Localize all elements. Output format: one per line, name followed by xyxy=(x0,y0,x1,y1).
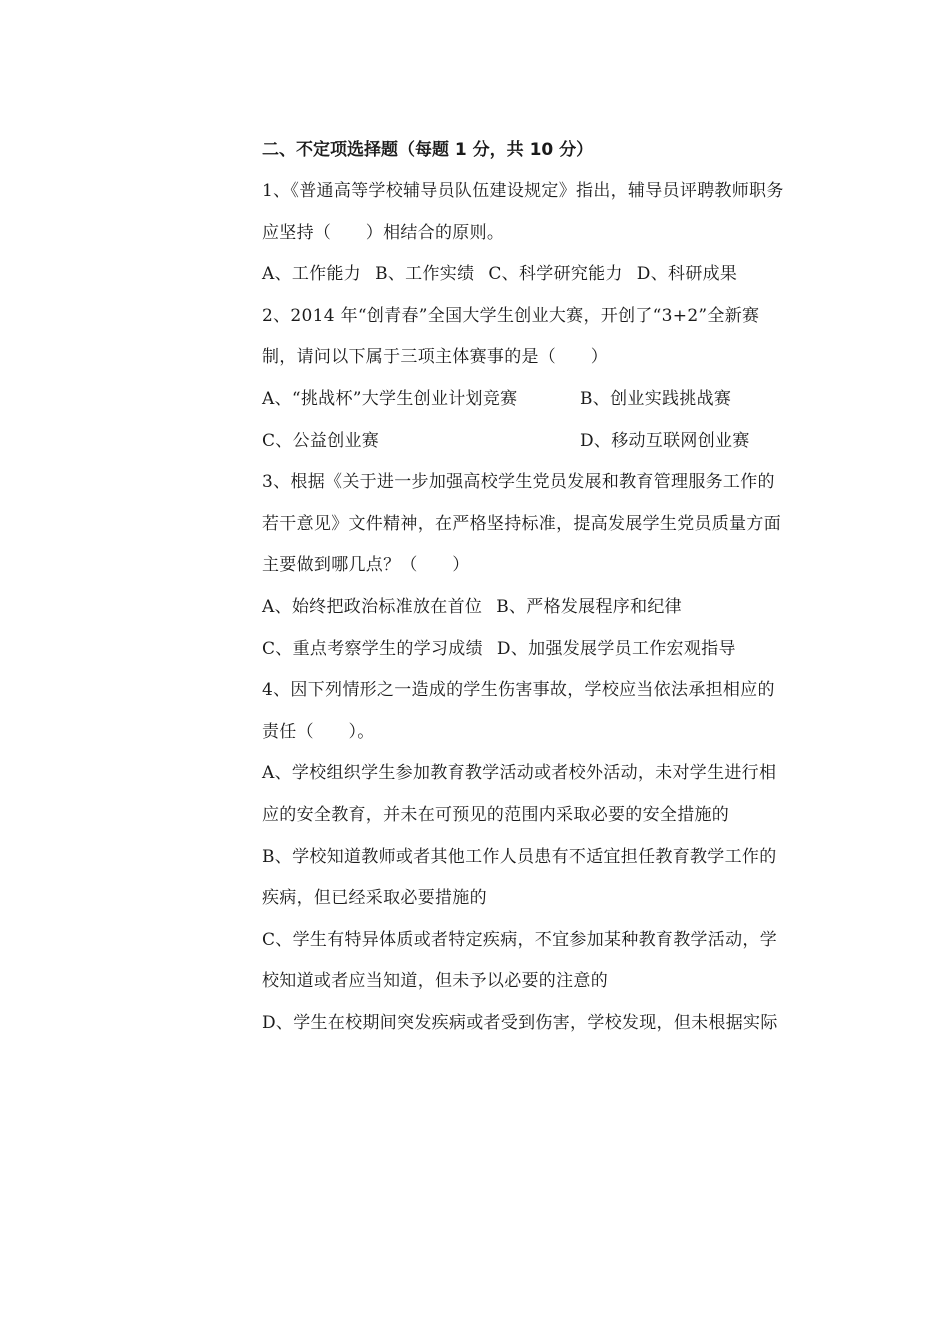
question-1-option-d: D、科研成果 xyxy=(636,264,738,285)
question-1-option-c: C、科学研究能力 xyxy=(488,264,623,285)
question-3-option-d: D、加强发展学员工作宏观指导 xyxy=(496,638,736,659)
question-2-stem-line-1: 2、2014 年“创青春”全国大学生创业大赛，开创了“3+2”全新赛 xyxy=(262,305,760,326)
question-4-stem-line-1: 4、因下列情形之一造成的学生伤害事故，学校应当依法承担相应的 xyxy=(262,680,775,701)
question-3-option-b: B、严格发展程序和纪律 xyxy=(496,596,682,617)
question-1-options xyxy=(262,254,822,296)
question-4-option-line-7: D、学生在校期间突发疾病或者受到伤害，学校发现，但未根据实际 xyxy=(262,1012,778,1033)
question-4-option-line-1: A、学校组织学生参加教育教学活动或者校外活动，未对学生进行相 xyxy=(262,763,777,784)
question-1-stem-line-2: 应坚持（ ）相结合的原则。 xyxy=(262,222,505,243)
question-3 xyxy=(262,462,822,670)
section-title: 二、不定项选择题（每题 1 分，共 10 分） xyxy=(262,140,594,160)
question-2-options-row-2 xyxy=(262,421,822,463)
question-4-stem-line-2: 责任（ ）。 xyxy=(262,721,375,742)
question-3-option-c: C、重点考察学生的学习成绩 xyxy=(262,638,483,659)
question-2 xyxy=(262,296,822,462)
question-4-option-line-5: C、学生有特异体质或者特定疾病，不宜参加某种教育教学活动，学 xyxy=(262,929,778,950)
question-4-option-line-6: 校知道或者应当知道，但未予以必要的注意的 xyxy=(262,971,608,992)
question-2-option-b: B、创业实践挑战赛 xyxy=(580,388,732,409)
question-2-option-c: C、公益创业赛 xyxy=(262,430,380,451)
question-4-option-line-4: 疾病，但已经采取必要措施的 xyxy=(262,888,487,909)
question-1-option-b: B、工作实绩 xyxy=(375,264,475,285)
question-3-options-row-1 xyxy=(262,587,822,629)
question-4 xyxy=(262,670,822,1044)
question-2-stem-line-2: 制，请问以下属于三项主体赛事的是（ ） xyxy=(262,347,608,368)
question-4-option-line-3: B、学校知道教师或者其他工作人员患有不适宜担任教育教学工作的 xyxy=(262,846,777,867)
question-2-option-a: A、“挑战杯”大学生创业计划竞赛 xyxy=(262,388,518,409)
question-1-stem-line-1: 1、《普通高等学校辅导员队伍建设规定》指出，辅导员评聘教师职务 xyxy=(262,181,784,201)
question-3-option-a: A、始终把政治标准放在首位 xyxy=(262,596,483,617)
exam-page xyxy=(262,129,822,1044)
question-3-options-row-2 xyxy=(262,629,822,671)
question-3-stem-line-1: 3、根据《关于进一步加强高校学生党员发展和教育管理服务工作的 xyxy=(262,472,775,493)
question-4-option-line-2: 应的安全教育，并未在可预见的范围内采取必要的安全措施的 xyxy=(262,804,730,825)
question-1 xyxy=(262,171,822,296)
question-3-stem-line-3: 主要做到哪几点？（ ） xyxy=(262,555,470,576)
question-2-options-row-1 xyxy=(262,379,822,421)
question-3-stem-line-2: 若干意见》文件精神，在严格坚持标准，提高发展学生党员质量方面 xyxy=(262,513,781,534)
question-2-option-d: D、移动互联网创业赛 xyxy=(580,430,750,451)
question-1-option-a: A、工作能力 xyxy=(262,264,362,285)
